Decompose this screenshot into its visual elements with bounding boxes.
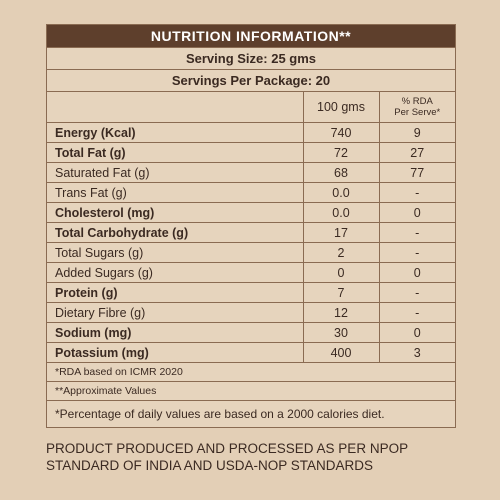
serving-size: Serving Size: 25 gms	[47, 47, 455, 69]
nutrient-rda: 77	[379, 163, 455, 183]
nutrient-rda: 3	[379, 343, 455, 363]
nutrient-rda: 0	[379, 323, 455, 343]
table-row	[47, 203, 455, 223]
nutrient-rda: 0	[379, 263, 455, 283]
nutrient-rda: 0	[379, 203, 455, 223]
nutrition-panel	[46, 24, 456, 428]
nutrient-name: Dietary Fibre (g)	[47, 303, 303, 323]
col-header-rda	[379, 92, 455, 123]
standards-statement	[46, 440, 466, 474]
nutrient-rda: 9	[379, 123, 455, 143]
panel-title: NUTRITION INFORMATION**	[47, 25, 455, 47]
table-row	[47, 223, 455, 243]
table-row	[47, 283, 455, 303]
table-header-row	[47, 92, 455, 123]
nutrient-value: 30	[303, 323, 379, 343]
nutrient-value: 17	[303, 223, 379, 243]
nutrient-name: Added Sugars (g)	[47, 263, 303, 283]
table-row	[47, 123, 455, 143]
nutrient-name: Potassium (mg)	[47, 343, 303, 363]
note-approx: **Approximate Values	[47, 381, 455, 400]
nutrient-name: Saturated Fat (g)	[47, 163, 303, 183]
nutrient-value: 12	[303, 303, 379, 323]
table-row	[47, 243, 455, 263]
standards-line-2: STANDARD OF INDIA AND USDA-NOP STANDARDS	[46, 458, 374, 473]
nutrient-name: Total Carbohydrate (g)	[47, 223, 303, 243]
nutrient-value: 68	[303, 163, 379, 183]
nutrient-name: Total Sugars (g)	[47, 243, 303, 263]
col-header-rda-line1: % RDA	[401, 96, 433, 107]
note-rda: *RDA based on ICMR 2020	[47, 362, 455, 381]
nutrient-name: Energy (Kcal)	[47, 123, 303, 143]
nutrient-rda: -	[379, 283, 455, 303]
note-daily-values: *Percentage of daily values are based on a 2000 calories diet.	[47, 400, 455, 427]
nutrition-table	[47, 91, 455, 362]
table-row	[47, 263, 455, 283]
nutrient-value: 740	[303, 123, 379, 143]
nutrient-value: 400	[303, 343, 379, 363]
nutrient-rda: -	[379, 183, 455, 203]
col-header-100g: 100 gms	[303, 92, 379, 123]
nutrient-name: Sodium (mg)	[47, 323, 303, 343]
table-row	[47, 183, 455, 203]
nutrient-rda: 27	[379, 143, 455, 163]
nutrient-name: Protein (g)	[47, 283, 303, 303]
nutrient-value: 0.0	[303, 183, 379, 203]
nutrient-rda: -	[379, 303, 455, 323]
table-row	[47, 163, 455, 183]
nutrient-value: 2	[303, 243, 379, 263]
nutrient-rda: -	[379, 223, 455, 243]
table-row	[47, 323, 455, 343]
table-row	[47, 343, 455, 363]
table-row	[47, 303, 455, 323]
nutrient-rda: -	[379, 243, 455, 263]
header-blank	[47, 92, 303, 123]
nutrient-name: Trans Fat (g)	[47, 183, 303, 203]
table-row	[47, 143, 455, 163]
nutrient-value: 72	[303, 143, 379, 163]
nutrient-value: 0.0	[303, 203, 379, 223]
nutrient-value: 7	[303, 283, 379, 303]
nutrient-value: 0	[303, 263, 379, 283]
col-header-rda-line2: Per Serve*	[394, 107, 441, 118]
standards-line-1: PRODUCT PRODUCED AND PROCESSED AS PER NPOP	[46, 441, 409, 456]
nutrient-name: Cholesterol (mg)	[47, 203, 303, 223]
servings-per-package: Servings Per Package: 20	[47, 69, 455, 91]
nutrient-name: Total Fat (g)	[47, 143, 303, 163]
